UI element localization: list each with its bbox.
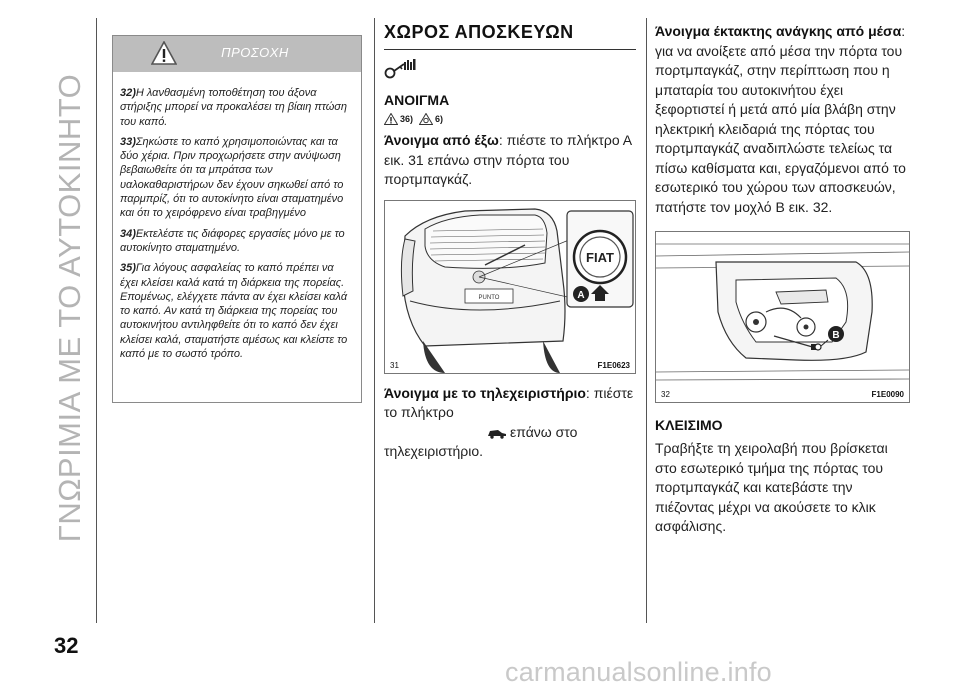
page-number: 32 — [54, 633, 79, 658]
fiat-badge-text: FIAT — [586, 249, 614, 265]
warning-box — [112, 35, 362, 403]
info-triangle-icon — [419, 113, 433, 125]
notice-ref: 6) — [435, 114, 444, 124]
term-emergency: Άνοιγμα έκτακτης ανάγκης από μέσα — [655, 23, 902, 39]
column-divider — [96, 18, 97, 623]
figure-code: F1E0623 — [597, 360, 630, 370]
warning-item — [120, 135, 353, 221]
column-divider — [646, 18, 647, 623]
callout-a: A — [577, 289, 585, 301]
warning-triangle-icon — [384, 113, 398, 125]
warning-item-number: 32) — [120, 87, 136, 99]
paragraph-emergency — [655, 22, 910, 217]
warning-item-text: Για λόγους ασφαλείας το καπό πρέπει να έχει κλείσει καλά κατά τη διάρκεια της πορείας. Επομένως, ελέγχετε πάντα αν έχει κλείσει καλά το καπό. Αν κατά τη διάρκεια της πορείας του αυτοκινήτου αντιληφθείτε ότι το καπό δεν έχει κλείσει καλά, σταματήστε αμέσως και κλείστε το καπό με το σωστό τρόπο. — [120, 262, 348, 361]
figure-number: 31 — [390, 360, 399, 370]
warning-item-text: Σηκώστε το καπό χρησιμοποιώντας και τα δύο χέρια. Πριν προχωρήσετε στην ανύψωση βεβαιωθείτε ότι τα μπράτσα των υαλοκαθαριστήρων δεν έχουν σηκωθεί από το παρμπρίζ, ότι το αυτοκίνητο είναι σταματημένο και ότι το χειρόφρενο είναι τραβηγμένο — [120, 135, 344, 220]
lock-mechanism-illustration — [656, 232, 909, 402]
warning-item-text: Η λανθασμένη τοποθέτηση του άξονα στήριξης μπορεί να προκαλέσει τη βίαιη πτώση του καπό. — [120, 87, 348, 128]
right-column — [655, 22, 910, 537]
term-open-outside: Άνοιγμα από έξω — [384, 132, 499, 148]
paragraph-open-outside — [384, 131, 636, 190]
section-heading: ΧΩΡΟΣ ΑΠΟΣΚΕΥΩΝ — [384, 22, 574, 42]
warning-item-number: 33) — [120, 135, 136, 148]
text-open-outside: : πιέστε το πλήκτρο Α εικ. 31 επάνω στην πόρτα του πορτμπαγκάζ. — [384, 132, 632, 187]
tailgate-illustration — [385, 201, 635, 373]
watermark: carmanualsonline.info — [505, 657, 772, 686]
middle-column — [384, 22, 636, 462]
text-remote-2: επάνω στο τηλεχειριστήριο. — [384, 423, 578, 459]
section-side-title — [50, 18, 90, 598]
warning-header — [113, 36, 361, 72]
term-remote: Άνοιγμα με το τηλεχειριστήριο — [384, 384, 586, 401]
key-icon — [384, 58, 418, 80]
plate-text: PUNTO — [478, 294, 500, 301]
text-remote-1: : πιέστε το πλήκτρο — [384, 384, 634, 420]
heading-rule — [384, 49, 636, 50]
warning-item-text: Εκτελέστε τις διάφορες εργασίες μόνο με το αυτοκίνητο σταματημένο. — [120, 227, 345, 254]
figure-32 — [655, 231, 910, 403]
warning-item-number: 35) — [120, 262, 136, 275]
car-trunk-icon — [486, 427, 508, 439]
warning-ref: 36) — [400, 114, 414, 124]
side-title-text: ΓΝΩΡΙΜΙΑ ΜΕ ΤΟ ΑΥΤΟΚΙΝΗΤΟ — [52, 73, 88, 543]
warning-item-number: 34) — [120, 227, 136, 240]
figure-31 — [384, 200, 636, 374]
figure-number: 32 — [661, 390, 670, 399]
text-emergency: : για να ανοίξετε από μέσα την πόρτα του πορτμπαγκάζ, στην περίπτωση που η μπαταρία του αυτοκινήτου έχει ξεφορτιστεί ή μετά από μία βλάβη στην ηλεκτρική κλειδαριά της πόρτας του πορτμπαγκάζ αναδιπλώστε τελείως τα πίσω καθίσματα και, εργαζόμενοι από το εσωτερικό του χώρου των αποσκευών, πατήστε τον μοχλό Β εικ. 32. — [655, 23, 906, 215]
column-divider — [374, 18, 375, 623]
figure-code: F1E0090 — [871, 390, 904, 399]
warning-refs — [384, 113, 636, 125]
warning-item — [120, 261, 353, 361]
warning-title: ΠΡΟΣΟΧΗ — [221, 45, 289, 60]
subheading-opening: ΑΝΟΙΓΜΑ — [384, 92, 450, 108]
warning-item — [120, 227, 353, 256]
warning-item — [120, 86, 353, 129]
paragraph-remote — [384, 384, 636, 462]
callout-b: B — [832, 330, 840, 341]
warning-body — [113, 72, 361, 361]
subheading-closing: ΚΛΕΙΣΙΜΟ — [655, 417, 723, 433]
paragraph-closing: Τραβήξτε τη χειρολαβή που βρίσκεται στο εσωτερικό τμήμα της πόρτας του πορτμπαγκάζ και κατεβάστε την πιέζοντας μέχρι να ακούσετε το κλικ ασφάλισης. — [655, 440, 888, 534]
